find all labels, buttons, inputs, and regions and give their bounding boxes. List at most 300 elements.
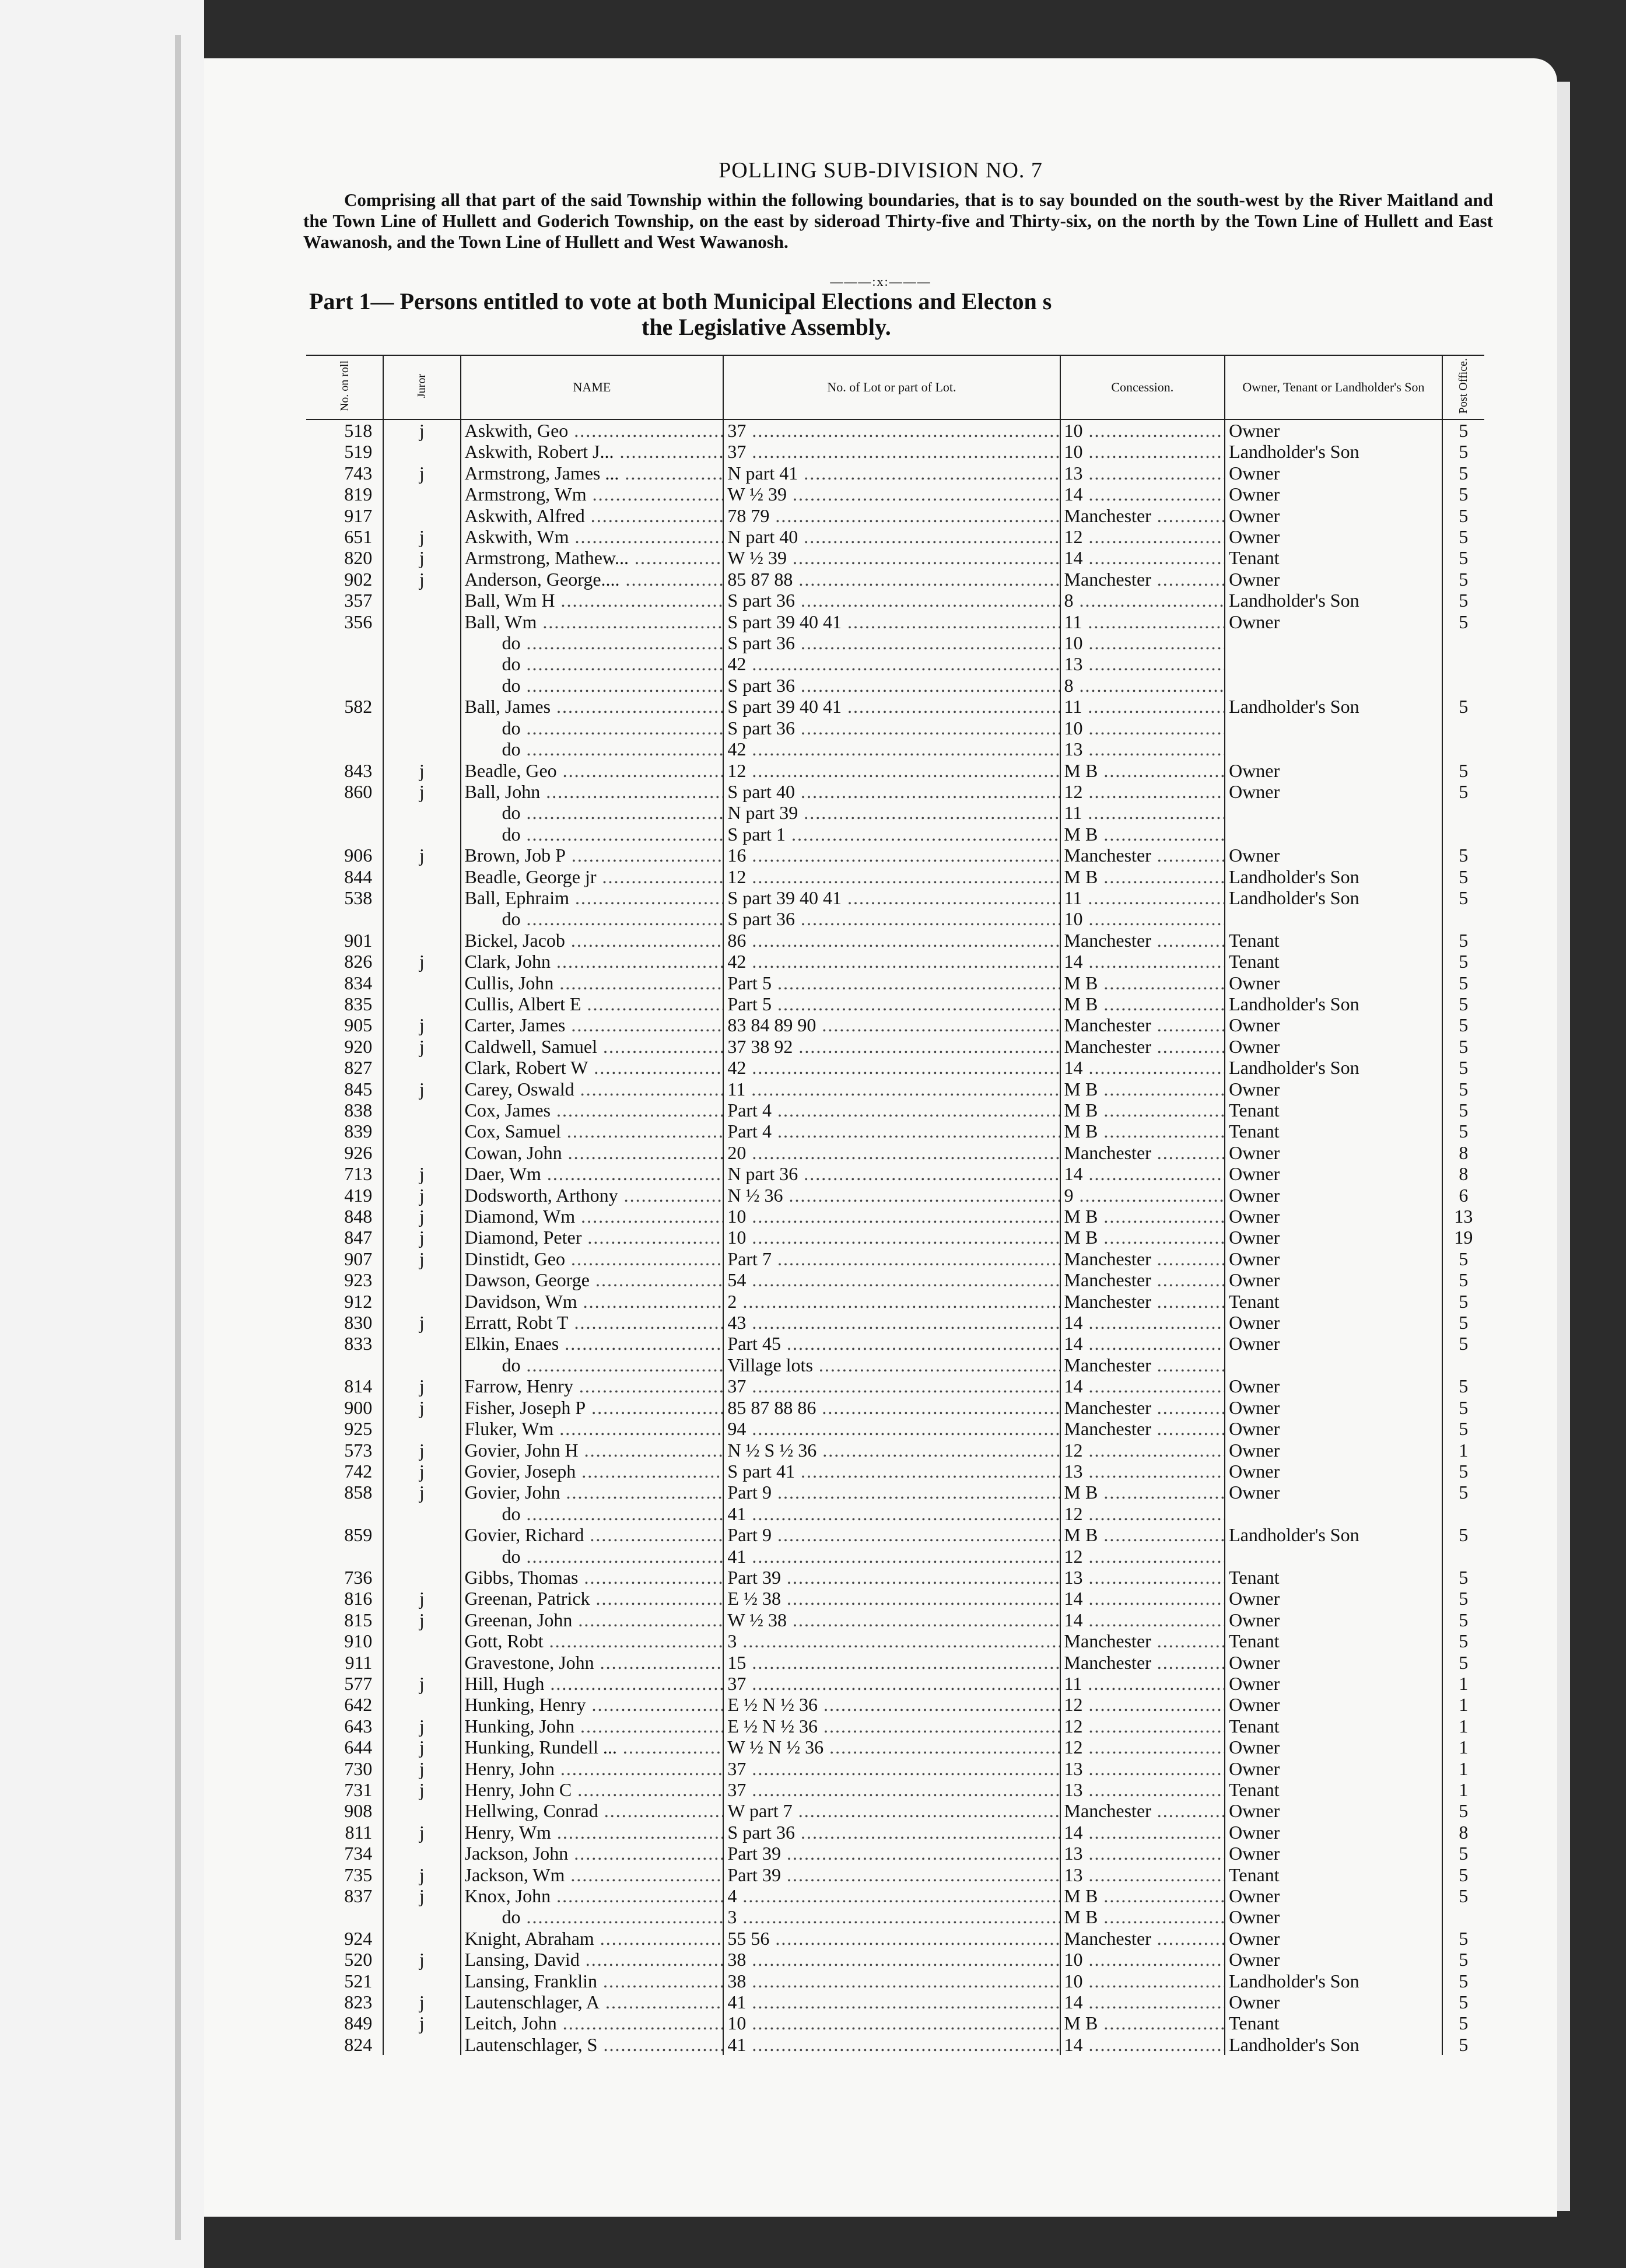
owner-status: Owner xyxy=(1225,1269,1442,1290)
concession: 13 ..... xyxy=(1060,1567,1225,1588)
lot-number: 85 87 88 ..... xyxy=(723,569,1060,590)
post-office: 5 xyxy=(1442,463,1484,484)
lot-number: N ½ 36 ..... xyxy=(723,1185,1060,1206)
owner-status: Owner xyxy=(1225,526,1442,547)
voter-name: Armstrong, James ... ..... xyxy=(461,463,724,484)
roll-number: 833 xyxy=(344,1333,373,1354)
owner-status: Tenant xyxy=(1225,1779,1442,1800)
juror-mark xyxy=(383,1142,460,1163)
post-office: 5 xyxy=(1442,569,1484,590)
juror-mark xyxy=(383,1843,460,1864)
voter-name: do ..... xyxy=(461,1503,724,1524)
roll-number: 908 xyxy=(344,1800,373,1822)
lot-number: S part 39 40 41 ..... xyxy=(723,611,1060,632)
voter-name: Clark, John ..... xyxy=(461,951,724,972)
post-office: 5 xyxy=(1442,1269,1484,1290)
owner-status: Owner xyxy=(1225,1949,1442,1970)
owner-status: Owner xyxy=(1225,1758,1442,1779)
juror-mark xyxy=(383,993,460,1014)
roll-number xyxy=(306,802,383,823)
juror-mark xyxy=(383,1333,460,1354)
concession: 12 ..... xyxy=(1060,1440,1225,1461)
roll-number: 730 xyxy=(344,1758,373,1779)
table-row xyxy=(306,1779,1484,1800)
table-row xyxy=(306,611,1484,632)
table-row xyxy=(306,1100,1484,1121)
voter-name: Carter, James ..... xyxy=(461,1014,724,1035)
owner-status: Owner xyxy=(1225,1014,1442,1035)
voter-name: Henry, John C ..... xyxy=(461,1779,724,1800)
post-office: 5 xyxy=(1442,1291,1484,1312)
voter-name: Askwith, Wm ..... xyxy=(461,526,724,547)
voter-name: Greenan, John ..... xyxy=(461,1609,724,1630)
voter-name: Elkin, Enaes ..... xyxy=(461,1333,724,1354)
voter-name: do ..... xyxy=(461,1354,724,1376)
lot-number: Part 5 ..... xyxy=(723,972,1060,993)
post-office: 8 xyxy=(1442,1822,1484,1843)
owner-status: Owner xyxy=(1225,1673,1442,1694)
juror-mark: j xyxy=(383,1779,460,1800)
concession: 8 ..... xyxy=(1060,675,1225,696)
juror-mark xyxy=(383,1121,460,1142)
owner-status: Landholder's Son xyxy=(1225,1057,1442,1078)
juror-mark: j xyxy=(383,1461,460,1482)
concession: M B ..... xyxy=(1060,1121,1225,1142)
concession: 14 ..... xyxy=(1060,547,1225,568)
table-row xyxy=(306,972,1484,993)
lot-number: S part 36 ..... xyxy=(723,590,1060,611)
table-row xyxy=(306,1716,1484,1737)
juror-mark xyxy=(383,738,460,760)
lot-number: W ½ 38 ..... xyxy=(723,1609,1060,1630)
voter-name: do ..... xyxy=(461,632,724,653)
juror-mark xyxy=(383,675,460,696)
post-office xyxy=(1442,675,1484,696)
roll-number xyxy=(306,1354,383,1376)
concession: 14 ..... xyxy=(1060,1312,1225,1333)
juror-mark: j xyxy=(383,1822,460,1843)
concession: 14 ..... xyxy=(1060,1376,1225,1396)
juror-mark: j xyxy=(383,1949,460,1970)
post-office: 8 xyxy=(1442,1142,1484,1163)
concession: 12 ..... xyxy=(1060,1503,1225,1524)
post-office: 5 xyxy=(1442,781,1484,802)
post-office: 1 xyxy=(1442,1779,1484,1800)
table-row xyxy=(306,1333,1484,1354)
concession: 10 ..... xyxy=(1060,908,1225,929)
table-row xyxy=(306,1694,1484,1715)
roll-number: 920 xyxy=(344,1035,373,1057)
post-office: 5 xyxy=(1442,1843,1484,1864)
concession: 14 ..... xyxy=(1060,1057,1225,1078)
voter-name: Ball, Wm ..... xyxy=(461,611,724,632)
owner-status: Owner xyxy=(1225,1227,1442,1248)
roll-number: 820 xyxy=(344,547,373,569)
adjacent-page-strip xyxy=(0,0,204,2268)
table-row xyxy=(306,1949,1484,1970)
lot-number: S part 40 ..... xyxy=(723,781,1060,802)
table-row xyxy=(306,1482,1484,1503)
lot-number: Part 7 ..... xyxy=(723,1248,1060,1269)
roll-number: 743 xyxy=(344,462,373,484)
roll-number: 521 xyxy=(344,1970,373,1992)
juror-mark: j xyxy=(383,1673,460,1694)
voter-name: Leitch, John ..... xyxy=(461,2013,724,2034)
post-office xyxy=(1442,802,1484,823)
post-office: 5 xyxy=(1442,1248,1484,1269)
post-office xyxy=(1442,1354,1484,1376)
owner-status: Landholder's Son xyxy=(1225,441,1442,462)
post-office: 5 xyxy=(1442,887,1484,908)
roll-number: 844 xyxy=(344,866,373,887)
post-office: 5 xyxy=(1442,1057,1484,1078)
lot-number: 37 38 92 ..... xyxy=(723,1036,1060,1057)
roll-number: 845 xyxy=(344,1078,373,1100)
table-row xyxy=(306,1992,1484,2013)
juror-mark xyxy=(383,590,460,611)
post-office xyxy=(1442,1503,1484,1524)
roll-number: 573 xyxy=(344,1439,373,1461)
juror-mark xyxy=(383,1630,460,1651)
table-row xyxy=(306,1312,1484,1333)
roll-number: 815 xyxy=(344,1609,373,1630)
lot-number: 12 ..... xyxy=(723,866,1060,887)
concession: 14 ..... xyxy=(1060,484,1225,505)
col-no-on-roll: No. on roll xyxy=(306,355,383,419)
table-row xyxy=(306,1503,1484,1524)
juror-mark xyxy=(383,1652,460,1673)
juror-mark xyxy=(383,1906,460,1927)
owner-status: Owner xyxy=(1225,1440,1442,1461)
voter-name: Henry, John ..... xyxy=(461,1758,724,1779)
lot-number: 37 ..... xyxy=(723,1779,1060,1800)
lot-number: 42 ..... xyxy=(723,738,1060,760)
roll-number: 582 xyxy=(344,696,373,718)
juror-mark xyxy=(383,1503,460,1524)
owner-status: Tenant xyxy=(1225,2013,1442,2034)
juror-mark xyxy=(383,1291,460,1312)
post-office: 5 xyxy=(1442,696,1484,717)
lot-number: Part 39 ..... xyxy=(723,1567,1060,1588)
lot-number: 94 ..... xyxy=(723,1418,1060,1439)
voter-name: Hunking, Rundell ... ..... xyxy=(461,1737,724,1758)
voter-name: Farrow, Henry ..... xyxy=(461,1376,724,1396)
concession: 10 ..... xyxy=(1060,1949,1225,1970)
concession: M B ..... xyxy=(1060,1079,1225,1100)
roll-number: 736 xyxy=(344,1566,373,1588)
juror-mark: j xyxy=(383,1758,460,1779)
table-row xyxy=(306,1673,1484,1694)
roll-number xyxy=(306,1546,383,1567)
table-row xyxy=(306,930,1484,951)
lot-number: 41 ..... xyxy=(723,1992,1060,2013)
juror-mark xyxy=(383,866,460,887)
post-office: 5 xyxy=(1442,484,1484,505)
voter-name: Armstrong, Wm ..... xyxy=(461,484,724,505)
table-row xyxy=(306,1609,1484,1630)
concession: 13 ..... xyxy=(1060,463,1225,484)
roll-number: 824 xyxy=(344,2034,373,2055)
post-office: 5 xyxy=(1442,760,1484,781)
roll-number: 925 xyxy=(344,1418,373,1440)
voter-name: Greenan, Patrick ..... xyxy=(461,1588,724,1609)
table-row xyxy=(306,419,1484,441)
lot-number: 41 ..... xyxy=(723,1546,1060,1567)
concession: 10 ..... xyxy=(1060,441,1225,462)
juror-mark xyxy=(383,484,460,505)
juror-mark xyxy=(383,1928,460,1949)
post-office: 1 xyxy=(1442,1737,1484,1758)
owner-status: Landholder's Son xyxy=(1225,2034,1442,2055)
juror-mark: j xyxy=(383,1185,460,1206)
juror-mark: j xyxy=(383,1482,460,1503)
roll-number xyxy=(306,738,383,760)
table-row xyxy=(306,866,1484,887)
lot-number: 4 ..... xyxy=(723,1885,1060,1906)
post-office: 1 xyxy=(1442,1694,1484,1715)
juror-mark xyxy=(383,632,460,653)
table-row xyxy=(306,1567,1484,1588)
concession: 13 ..... xyxy=(1060,1864,1225,1885)
voter-name: Carey, Oswald ..... xyxy=(461,1079,724,1100)
table-row xyxy=(306,1269,1484,1290)
post-office: 5 xyxy=(1442,1014,1484,1035)
concession: 13 ..... xyxy=(1060,738,1225,760)
concession: 12 ..... xyxy=(1060,1546,1225,1567)
table-row xyxy=(306,526,1484,547)
concession: 11 ..... xyxy=(1060,696,1225,717)
post-office: 6 xyxy=(1442,1185,1484,1206)
owner-status xyxy=(1225,824,1442,845)
concession: Manchester ..... xyxy=(1060,1397,1225,1418)
post-office: 5 xyxy=(1442,505,1484,526)
juror-mark xyxy=(383,1800,460,1821)
owner-status: Owner xyxy=(1225,1694,1442,1715)
owner-status xyxy=(1225,1546,1442,1567)
concession: Manchester ..... xyxy=(1060,1269,1225,1290)
post-office: 5 xyxy=(1442,1630,1484,1651)
roll-number: 906 xyxy=(344,845,373,866)
page-fold xyxy=(175,35,181,2240)
juror-mark xyxy=(383,653,460,674)
table-row xyxy=(306,569,1484,590)
concession: M B ..... xyxy=(1060,824,1225,845)
roll-number: 577 xyxy=(344,1672,373,1694)
owner-status: Owner xyxy=(1225,1397,1442,1418)
voter-name: Ball, James ..... xyxy=(461,696,724,717)
roll-number: 849 xyxy=(344,2013,373,2034)
col-name: NAME xyxy=(461,355,724,419)
lot-number: 3 ..... xyxy=(723,1630,1060,1651)
lot-number: 2 ..... xyxy=(723,1291,1060,1312)
concession: Manchester ..... xyxy=(1060,1291,1225,1312)
owner-status: Landholder's Son xyxy=(1225,993,1442,1014)
juror-mark: j xyxy=(383,1397,460,1418)
juror-mark xyxy=(383,1567,460,1588)
post-office xyxy=(1442,718,1484,738)
voter-name: Fluker, Wm ..... xyxy=(461,1418,724,1439)
post-office xyxy=(1442,738,1484,760)
concession: Manchester ..... xyxy=(1060,1800,1225,1821)
roll-number: 912 xyxy=(344,1290,373,1312)
roll-number: 644 xyxy=(344,1737,373,1758)
juror-mark xyxy=(383,802,460,823)
juror-mark: j xyxy=(383,1079,460,1100)
post-office: 19 xyxy=(1442,1227,1484,1248)
roll-number: 823 xyxy=(344,1992,373,2013)
concession: 14 ..... xyxy=(1060,2034,1225,2055)
voter-name: Hunking, Henry ..... xyxy=(461,1694,724,1715)
concession: 14 ..... xyxy=(1060,1992,1225,2013)
lot-number: N part 40 ..... xyxy=(723,526,1060,547)
table-row xyxy=(306,441,1484,462)
table-row xyxy=(306,1206,1484,1227)
post-office: 5 xyxy=(1442,2013,1484,2034)
post-office: 8 xyxy=(1442,1163,1484,1184)
owner-status: Landholder's Son xyxy=(1225,696,1442,717)
concession: 12 ..... xyxy=(1060,526,1225,547)
owner-status: Owner xyxy=(1225,760,1442,781)
juror-mark: j xyxy=(383,1885,460,1906)
voter-name: do ..... xyxy=(461,1906,724,1927)
roll-number: 742 xyxy=(344,1460,373,1482)
voter-name: Dawson, George ..... xyxy=(461,1269,724,1290)
post-office: 5 xyxy=(1442,1036,1484,1057)
owner-status xyxy=(1225,802,1442,823)
post-office: 5 xyxy=(1442,866,1484,887)
concession: 11 ..... xyxy=(1060,1673,1225,1694)
post-office: 5 xyxy=(1442,1928,1484,1949)
table-row xyxy=(306,1885,1484,1906)
table-body xyxy=(306,419,1484,2055)
table-row xyxy=(306,1971,1484,1992)
lot-number: 78 79 ..... xyxy=(723,505,1060,526)
lot-number: Part 39 ..... xyxy=(723,1843,1060,1864)
section-divider: ———:x:——— xyxy=(830,274,931,289)
owner-status: Owner xyxy=(1225,1185,1442,1206)
col-post-office: Post Office. xyxy=(1442,355,1484,419)
post-office: 5 xyxy=(1442,1121,1484,1142)
voter-name: Knox, John ..... xyxy=(461,1885,724,1906)
concession: 14 ..... xyxy=(1060,951,1225,972)
owner-status: Tenant xyxy=(1225,951,1442,972)
roll-number: 713 xyxy=(344,1163,373,1185)
juror-mark xyxy=(383,718,460,738)
post-office: 5 xyxy=(1442,590,1484,611)
juror-mark: j xyxy=(383,951,460,972)
owner-status: Owner xyxy=(1225,484,1442,505)
juror-mark: j xyxy=(383,419,460,441)
table-row xyxy=(306,781,1484,802)
lot-number: Part 9 ..... xyxy=(723,1482,1060,1503)
lot-number: E ½ 38 ..... xyxy=(723,1588,1060,1609)
juror-mark: j xyxy=(383,1014,460,1035)
voter-name: Henry, Wm ..... xyxy=(461,1822,724,1843)
table-row xyxy=(306,632,1484,653)
juror-mark: j xyxy=(383,1609,460,1630)
owner-status: Owner xyxy=(1225,1142,1442,1163)
lot-number: W ½ 39 ..... xyxy=(723,547,1060,568)
concession: 10 ..... xyxy=(1060,718,1225,738)
post-office: 5 xyxy=(1442,972,1484,993)
concession: 11 ..... xyxy=(1060,887,1225,908)
voter-name: Lansing, Franklin ..... xyxy=(461,1971,724,1992)
concession: M B ..... xyxy=(1060,866,1225,887)
juror-mark: j xyxy=(383,526,460,547)
juror-mark xyxy=(383,505,460,526)
lot-number: 42 ..... xyxy=(723,1057,1060,1078)
table-row xyxy=(306,2034,1484,2055)
roll-number: 826 xyxy=(344,951,373,972)
voter-name: Diamond, Wm ..... xyxy=(461,1206,724,1227)
roll-number: 519 xyxy=(344,441,373,463)
roll-number: 917 xyxy=(344,505,373,526)
owner-status: Owner xyxy=(1225,1482,1442,1503)
lot-number: S part 36 ..... xyxy=(723,908,1060,929)
lot-number: N ½ S ½ 36 ..... xyxy=(723,1440,1060,1461)
lot-number: 3 ..... xyxy=(723,1906,1060,1927)
roll-number: 357 xyxy=(344,590,373,611)
voter-name: Diamond, Peter ..... xyxy=(461,1227,724,1248)
table-row xyxy=(306,1630,1484,1651)
voter-name: Cullis, John ..... xyxy=(461,972,724,993)
col-owner-status: Owner, Tenant or Landholder's Son xyxy=(1225,355,1442,419)
owner-status: Owner xyxy=(1225,1312,1442,1333)
voter-name: Cullis, Albert E ..... xyxy=(461,993,724,1014)
voter-name: Daer, Wm ..... xyxy=(461,1163,724,1184)
lot-number: 12 ..... xyxy=(723,760,1060,781)
roll-number: 835 xyxy=(344,993,373,1014)
post-office: 5 xyxy=(1442,1312,1484,1333)
concession: 14 ..... xyxy=(1060,1333,1225,1354)
post-office: 5 xyxy=(1442,419,1484,441)
juror-mark: j xyxy=(383,1716,460,1737)
lot-number: W part 7 ..... xyxy=(723,1800,1060,1821)
voters-table xyxy=(306,355,1484,2055)
table-row xyxy=(306,1014,1484,1035)
col-lot: No. of Lot or part of Lot. xyxy=(723,355,1060,419)
table-row xyxy=(306,505,1484,526)
concession: Manchester ..... xyxy=(1060,1630,1225,1651)
post-office xyxy=(1442,632,1484,653)
col-juror: Juror xyxy=(383,355,460,419)
lot-number: 42 ..... xyxy=(723,653,1060,674)
juror-mark: j xyxy=(383,463,460,484)
post-office: 5 xyxy=(1442,547,1484,568)
roll-number: 911 xyxy=(345,1651,373,1673)
concession: Manchester ..... xyxy=(1060,569,1225,590)
post-office: 5 xyxy=(1442,1100,1484,1121)
post-office xyxy=(1442,653,1484,674)
owner-status xyxy=(1225,632,1442,653)
concession: Manchester ..... xyxy=(1060,1928,1225,1949)
concession: 10 ..... xyxy=(1060,632,1225,653)
owner-status: Owner xyxy=(1225,611,1442,632)
post-office: 5 xyxy=(1442,441,1484,462)
table-row xyxy=(306,993,1484,1014)
owner-status: Owner xyxy=(1225,781,1442,802)
juror-mark xyxy=(383,887,460,908)
table-row xyxy=(306,1588,1484,1609)
voter-name: do ..... xyxy=(461,802,724,823)
post-office xyxy=(1442,1546,1484,1567)
owner-status: Tenant xyxy=(1225,1864,1442,1885)
voter-name: do ..... xyxy=(461,738,724,760)
roll-number: 926 xyxy=(344,1142,373,1163)
owner-status: Owner xyxy=(1225,1609,1442,1630)
concession: 10 ..... xyxy=(1060,1971,1225,1992)
roll-number: 814 xyxy=(344,1376,373,1397)
